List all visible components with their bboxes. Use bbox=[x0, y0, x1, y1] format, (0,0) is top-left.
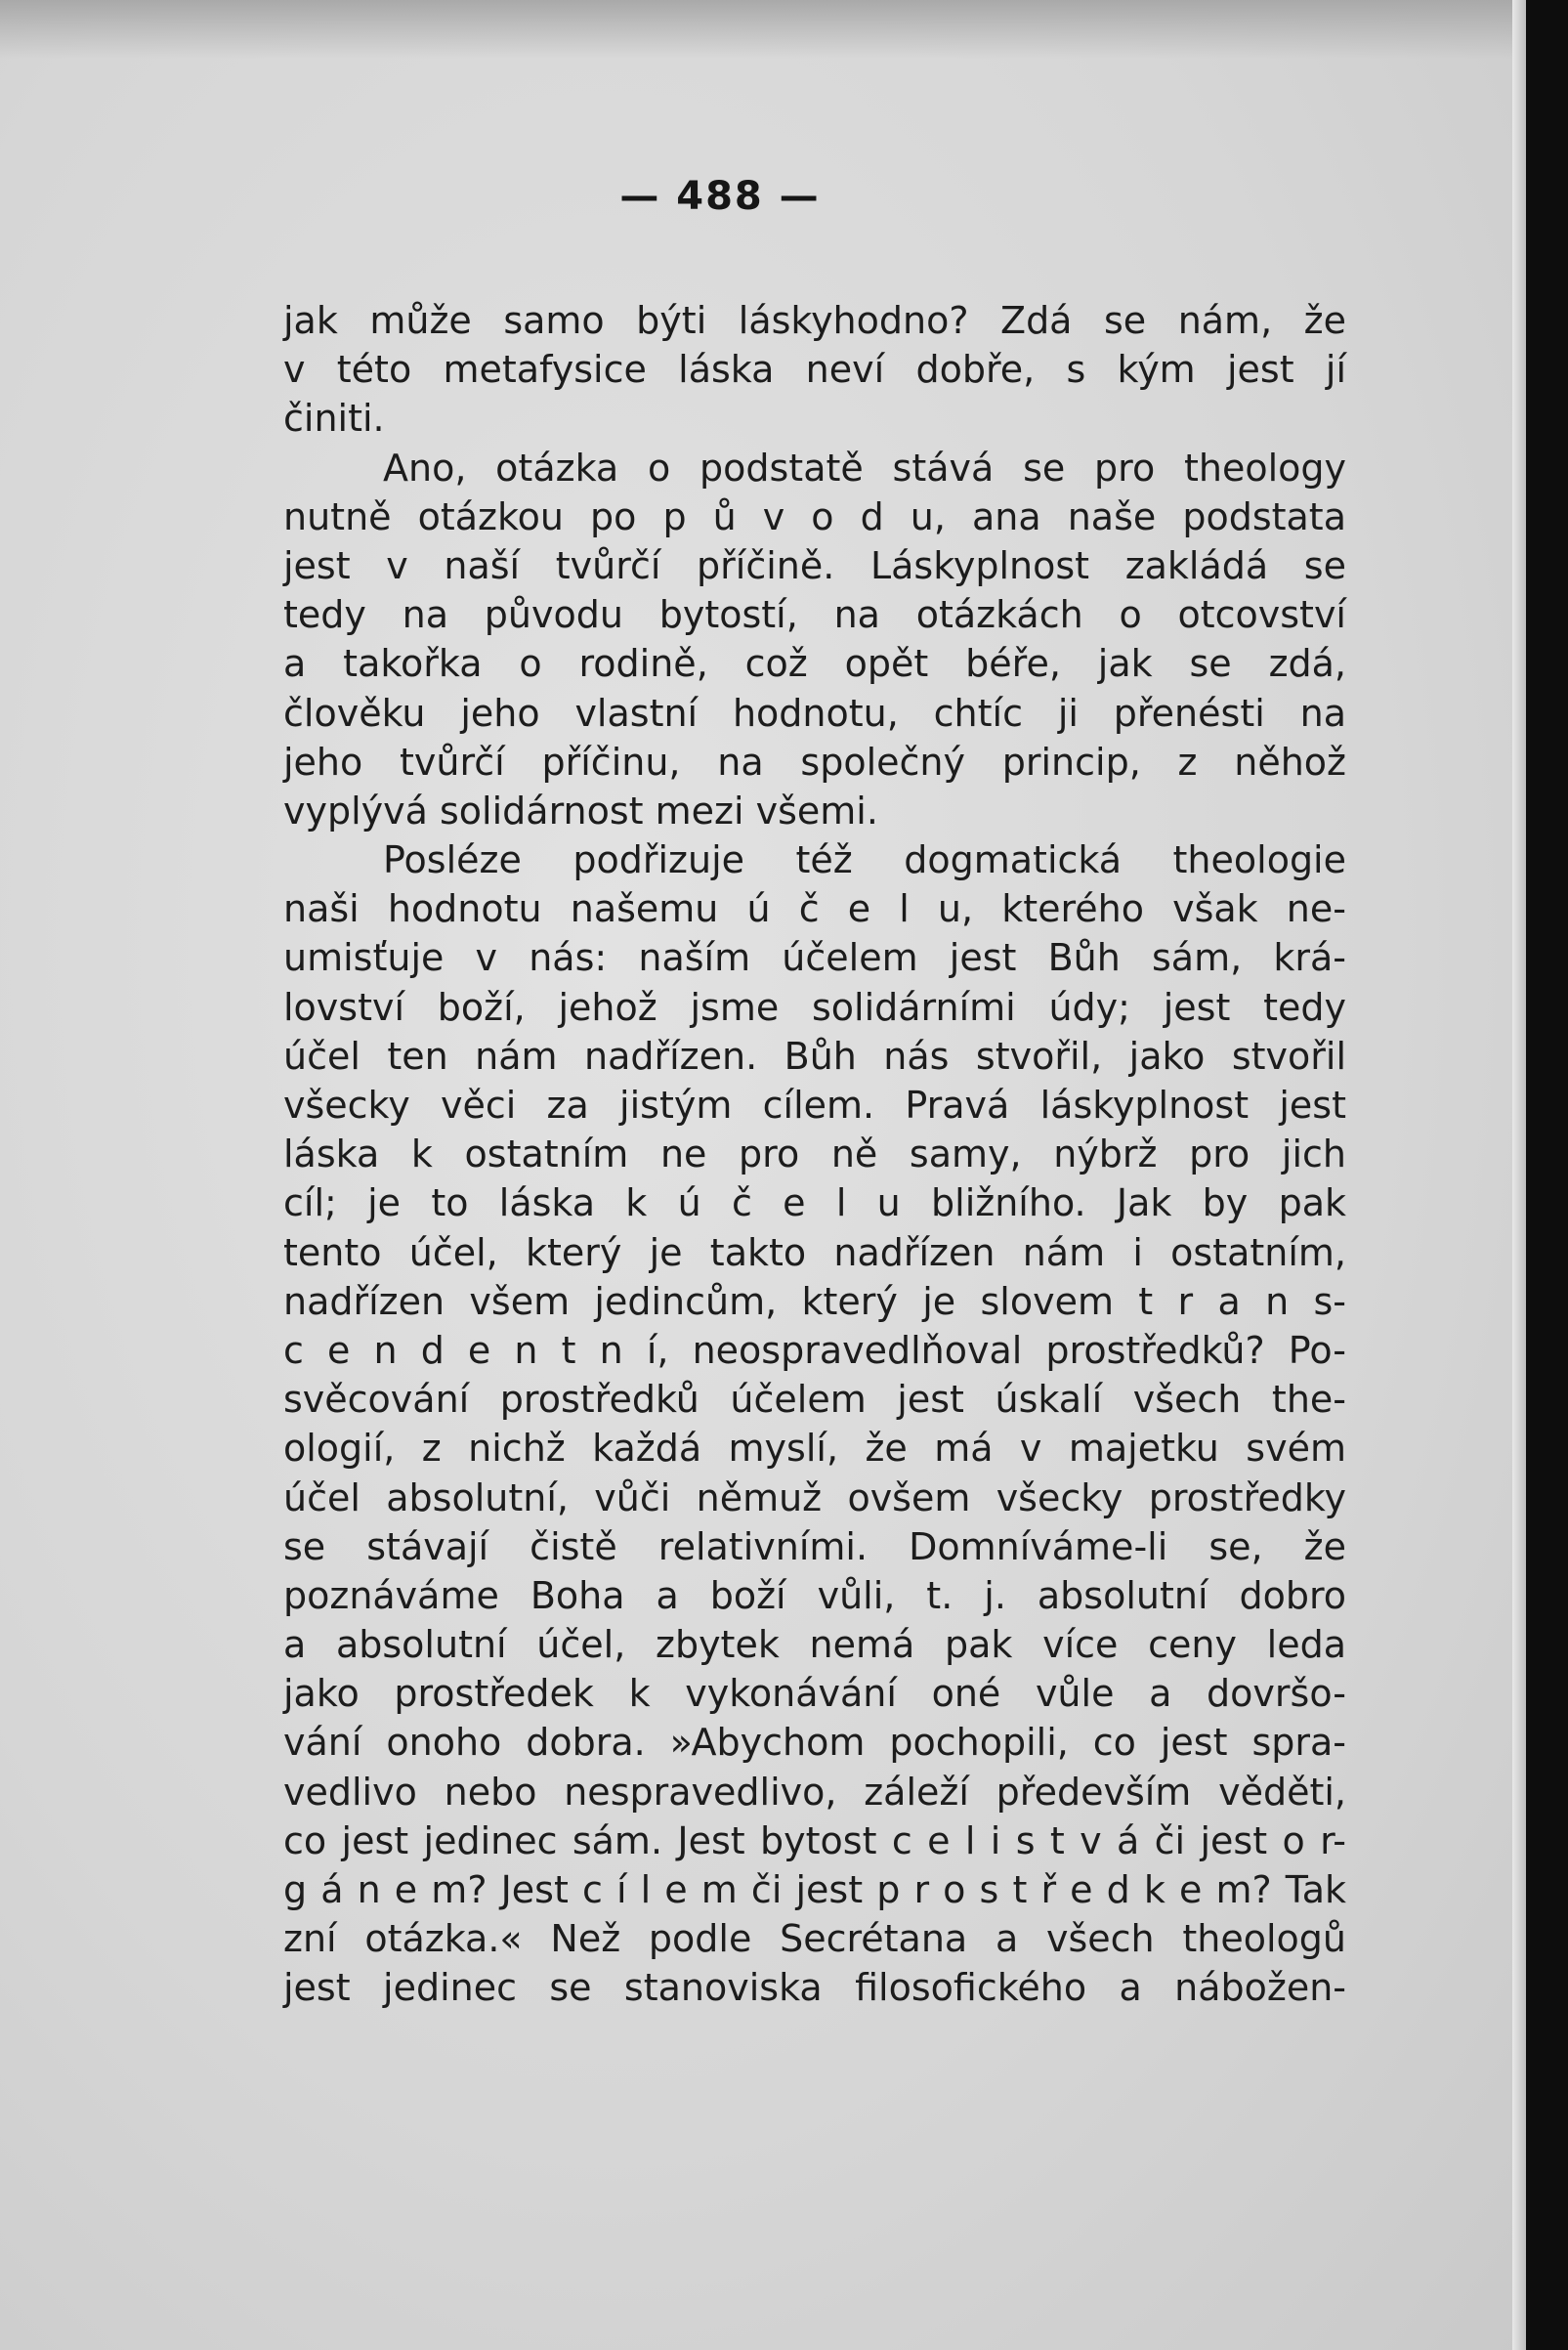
text-line: Ano, otázka o podstatě stává se pro theology bbox=[383, 446, 1346, 490]
text-line: se stávají čistě relativními. Domníváme-li se, že bbox=[283, 1524, 1346, 1568]
text-line: poznáváme Boha a boží vůli, t. j. absolutní dobro bbox=[283, 1573, 1346, 1617]
body-text bbox=[283, 296, 1346, 2013]
text-line: zní otázka.« Než podle Secrétana a všech theologů bbox=[283, 1917, 1346, 1961]
text-line: jak může samo býti láskyhodno? Zdá se nám, že bbox=[283, 299, 1346, 342]
text-line: ologií, z nichž každá myslí, že má v majetku svém bbox=[283, 1427, 1346, 1471]
text-line: láska k ostatním ne pro ně samy, nýbrž pro jich bbox=[283, 1132, 1346, 1176]
text-line: účel ten nám nadřízen. Bůh nás stvořil, jako stvořil bbox=[283, 1034, 1346, 1078]
text-line: tento účel, který je takto nadřízen nám i ostatním, bbox=[283, 1230, 1346, 1274]
text-line: jest jedinec se stanoviska filosofického a nábožen- bbox=[283, 1966, 1346, 2010]
text-line: nutně otázkou po p ů v o d u, ana naše podstata bbox=[283, 494, 1346, 538]
text-line: vedlivo nebo nespravedlivo, záleží především věděti, bbox=[283, 1770, 1346, 1814]
text-line: činiti. bbox=[283, 397, 385, 441]
text-line: svěcování prostředků účelem jest úskalí všech the- bbox=[283, 1378, 1346, 1422]
text-line: účel absolutní, vůči němuž ovšem všecky prostředky bbox=[283, 1475, 1346, 1519]
text-line: a absolutní účel, zbytek nemá pak více ceny leda bbox=[283, 1623, 1346, 1667]
text-line: vyplývá solidárnost mezi všemi. bbox=[283, 789, 878, 833]
text-line: Posléze podřizuje též dogmatická theologie bbox=[383, 838, 1346, 882]
text-line: g á n e m? Jest c í l e m či jest p r o s t ř e d k e m? Tak bbox=[283, 1868, 1346, 1911]
page-number: — 488 — bbox=[619, 174, 821, 219]
text-line: v této metafysice láska neví dobře, s kým jest jí bbox=[283, 348, 1346, 392]
text-line: jako prostředek k vykonávání oné vůle a dovršo- bbox=[283, 1672, 1346, 1716]
scan-top-shadow bbox=[0, 0, 1526, 59]
scan-border bbox=[1526, 0, 1568, 2350]
text-line: cíl; je to láska k ú č e l u bližního. Jak by pak bbox=[283, 1181, 1346, 1225]
text-line: lovství boží, jehož jsme solidárními údy; jest tedy bbox=[283, 985, 1346, 1029]
text-line: umisťuje v nás: naším účelem jest Bůh sám, krá- bbox=[283, 936, 1346, 980]
text-line: jeho tvůrčí příčinu, na společný princip, z něhož bbox=[283, 740, 1346, 784]
text-line: všecky věci za jistým cílem. Pravá láskyplnost jest bbox=[283, 1084, 1346, 1127]
text-line: a takořka o rodině, což opět béře, jak se zdá, bbox=[283, 642, 1346, 686]
text-line: jest v naší tvůrčí příčině. Láskyplnost zakládá se bbox=[283, 543, 1346, 587]
text-line: c e n d e n t n í, neospravedlňoval prostředků? Po- bbox=[283, 1328, 1346, 1372]
text-line: člověku jeho vlastní hodnotu, chtíc ji přenésti na bbox=[283, 691, 1346, 735]
page-edge bbox=[1512, 0, 1526, 2350]
text-line: nadřízen všem jedincům, který je slovem t r a n s- bbox=[283, 1279, 1346, 1323]
text-line: vání onoho dobra. »Abychom pochopili, co jest spra- bbox=[283, 1721, 1346, 1765]
text-line: naši hodnotu našemu ú č e l u, kterého však ne- bbox=[283, 887, 1346, 931]
text-line: co jest jedinec sám. Jest bytost c e l i s t v á či jest o r- bbox=[283, 1818, 1346, 1862]
text-line: tedy na původu bytostí, na otázkách o otcovství bbox=[283, 593, 1346, 637]
